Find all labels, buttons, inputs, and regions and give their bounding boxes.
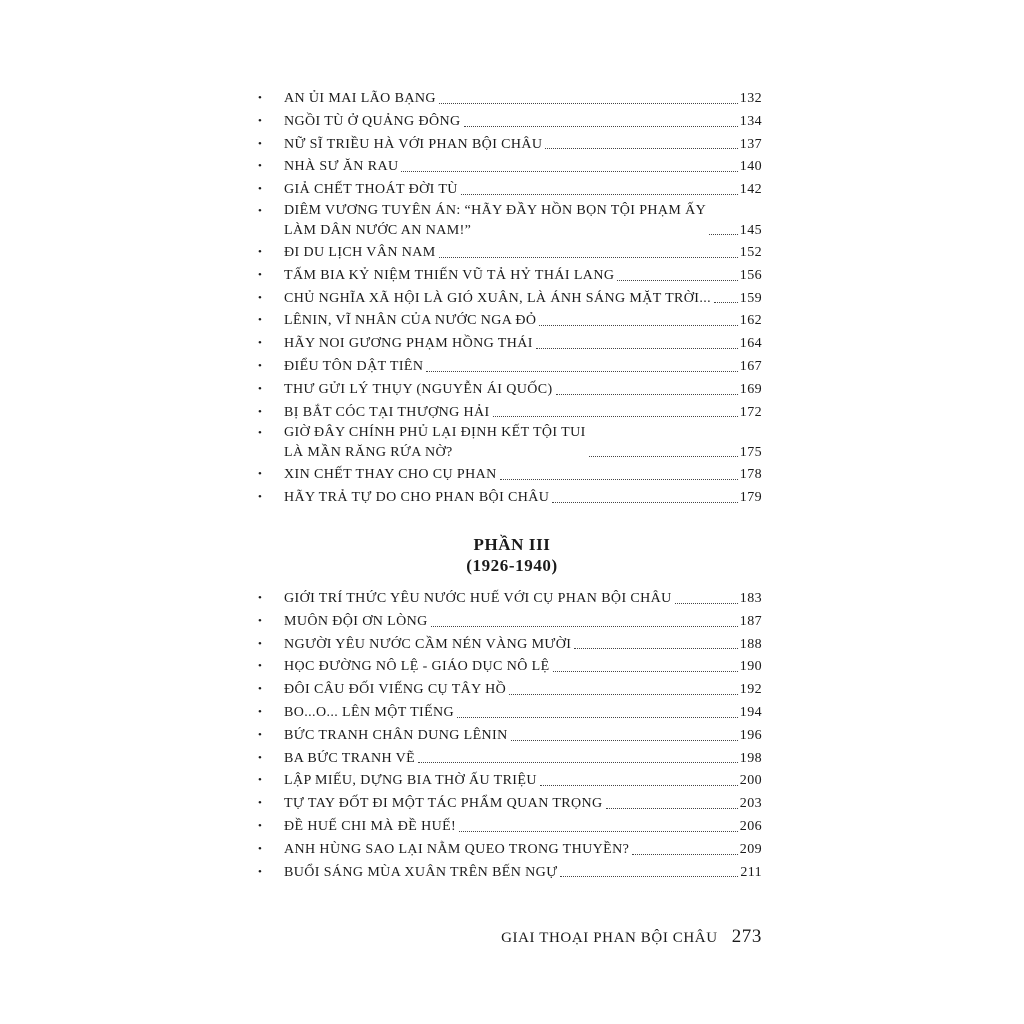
dot-leader: [511, 740, 738, 741]
toc-entry-title: XIN CHẾT THAY CHO CỤ PHAN: [284, 467, 497, 483]
toc-entry: [258, 355, 762, 378]
toc-entry-page: 178: [739, 467, 762, 483]
bullet-icon: •: [258, 114, 263, 127]
bullet-icon: •: [258, 491, 263, 504]
dot-leader: [418, 762, 738, 763]
toc-entry-page: 164: [739, 336, 762, 352]
dot-leader: [431, 626, 738, 627]
toc-entry-title: ĐÔI CÂU ĐỐI VIẾNG CỤ TÂY HỒ: [284, 682, 507, 698]
bullet-icon: •: [258, 819, 263, 832]
toc-entry: [258, 724, 762, 747]
toc-entry: [258, 201, 762, 241]
toc-entry: [258, 610, 762, 633]
toc-entry: [258, 486, 762, 509]
dot-leader: [426, 371, 737, 372]
toc-entry: [258, 401, 762, 424]
bullet-icon: •: [258, 468, 263, 481]
toc-entry-page: 196: [739, 727, 762, 743]
toc-entry-title: CHỦ NGHĨA XÃ HỘI LÀ GIÓ XUÂN, LÀ ÁNH SÁNG MẶT TRỜI...: [284, 290, 712, 306]
toc-entry-page: 162: [739, 313, 762, 329]
toc-entry-page: 156: [739, 267, 762, 283]
dot-leader: [714, 302, 738, 303]
toc-entry-title: GIỚI TRÍ THỨC YÊU NƯỚC HUẾ VỚI CỤ PHAN BỘI CHÂU: [284, 591, 672, 606]
dot-leader: [509, 694, 738, 695]
bullet-icon: •: [258, 614, 263, 627]
toc-entry-page: 206: [739, 818, 762, 834]
toc-entry: [258, 587, 762, 610]
toc-entry-title: BO...O... LÊN MỘT TIẾNG: [284, 704, 455, 720]
dot-leader: [464, 126, 738, 127]
dot-leader: [500, 479, 738, 480]
toc-entry-page: 209: [739, 841, 762, 857]
toc-entry: [258, 110, 762, 133]
toc-entry: [258, 463, 762, 486]
toc-entry-page: 145: [739, 222, 762, 238]
toc-entry-page: 142: [739, 182, 762, 198]
bullet-icon: •: [258, 842, 263, 855]
toc-entry-page: 203: [739, 796, 762, 812]
toc-entry-page: 183: [739, 591, 762, 606]
toc-entry-title: AN ỦI MAI LÃO BẠNG: [284, 91, 436, 106]
part3-years: (1926-1940): [466, 556, 558, 575]
bullet-icon: •: [258, 405, 263, 418]
toc-entry-title: LÊNIN, VĨ NHÂN CỦA NƯỚC NGA ĐỎ: [284, 313, 537, 329]
toc-entry-title: HÃY NOI GƯƠNG PHẠM HỒNG THÁI: [284, 336, 533, 352]
bullet-icon: •: [258, 728, 263, 741]
bullet-icon: •: [258, 183, 263, 196]
dot-leader: [545, 148, 737, 149]
toc-entry: [258, 133, 762, 156]
toc-entry-title: TỰ TAY ĐỐT ĐI MỘT TÁC PHẨM QUAN TRỌNG: [284, 796, 603, 812]
toc-entry-page: 179: [739, 490, 762, 506]
toc-entry-page: 211: [740, 864, 762, 880]
bullet-icon: •: [258, 683, 263, 696]
dot-leader: [617, 280, 737, 281]
bullet-icon: •: [258, 137, 263, 150]
toc-entry-title: NỮ SĨ TRIỀU HÀ VỚI PHAN BỘI CHÂU: [284, 136, 543, 152]
toc-entry-page: 175: [739, 445, 762, 461]
toc-entry-title: ANH HÙNG SAO LẠI NẰM QUEO TRONG THUYỀN?: [284, 841, 630, 857]
toc-entry-title: GIẢ CHẾT THOÁT ĐỜI TÙ: [284, 182, 458, 198]
toc-entry: [258, 769, 762, 792]
toc-entry-title: ĐỀ HUẾ CHI MÀ ĐỀ HUẾ!: [284, 818, 457, 834]
toc-entry-page: 194: [739, 704, 762, 720]
dot-leader: [401, 171, 737, 172]
bullet-icon: •: [258, 705, 263, 718]
toc-entry: [258, 861, 762, 884]
bullet-icon: •: [258, 592, 263, 604]
toc-entry-title: HỌC ĐƯỜNG NÔ LỆ - GIÁO DỤC NÔ LỆ: [284, 659, 550, 675]
bullet-icon: •: [258, 314, 263, 327]
toc-entry: [258, 378, 762, 401]
dot-leader: [457, 717, 738, 718]
dot-leader: [459, 831, 738, 832]
bullet-icon: •: [258, 660, 263, 673]
dot-leader: [606, 808, 738, 809]
toc-entry: [258, 792, 762, 815]
toc-entry: [258, 264, 762, 287]
dot-leader: [540, 785, 738, 786]
toc-entry-page: 132: [739, 91, 762, 106]
toc-entry-page: 137: [739, 136, 762, 152]
dot-leader: [439, 257, 738, 258]
toc-entry-title: DIÊM VƯƠNG TUYÊN ÁN: “HÃY ĐẦY HỒN BỌN TỘI PHẠM ẤY LÀM DÂN NƯỚC AN NAM!”: [284, 202, 707, 238]
toc-entry-title: HÃY TRẢ TỰ DO CHO PHAN BỘI CHÂU: [284, 490, 550, 506]
toc-entry-title: TẤM BIA KỶ NIỆM THIẾN VŨ TẢ HỶ THÁI LANG: [284, 267, 615, 283]
toc-entry-page: 140: [739, 159, 762, 175]
dot-leader: [553, 671, 738, 672]
toc-entry: [258, 309, 762, 332]
toc-entry-title: NHÀ SƯ ĂN RAU: [284, 159, 399, 175]
toc-entry-title: MUÔN ĐỘI ƠN LÒNG: [284, 613, 428, 629]
bullet-icon: •: [258, 291, 263, 304]
toc-entry: [258, 678, 762, 701]
toc-entry-page: 167: [739, 358, 762, 374]
dot-leader: [493, 416, 738, 417]
toc-entry-title: BUỔI SÁNG MÙA XUÂN TRÊN BẾN NGỰ: [284, 864, 558, 880]
dot-leader: [439, 103, 738, 104]
bullet-icon: •: [258, 382, 263, 395]
bullet-icon: •: [258, 337, 263, 350]
toc-entry-title: GIỜ ĐÂY CHÍNH PHỦ LẠI ĐỊNH KẾT TỘI TUI LÀ MẦN RĂNG RỨA NỜ?: [284, 425, 586, 461]
toc-entry: [258, 747, 762, 770]
footer-page-number: 273: [731, 926, 762, 947]
bullet-icon: •: [258, 268, 263, 281]
dot-leader: [574, 648, 738, 649]
toc-entry-page: 172: [739, 404, 762, 420]
footer-book-title: GIAI THOẠI PHAN BỘI CHÂU: [501, 930, 718, 946]
bullet-icon: •: [258, 865, 263, 878]
toc-entry-title: BỨC TRANH CHÂN DUNG LÊNIN: [284, 727, 508, 743]
dot-leader: [536, 348, 738, 349]
toc-entry: [258, 655, 762, 678]
toc-entry-title: LẬP MIẾU, DỰNG BIA THỜ ẤU TRIỆU: [284, 773, 537, 789]
toc-entry-page: 169: [739, 381, 762, 397]
toc-entry-page: 187: [739, 613, 762, 629]
toc-entry-title: ĐIỂU TÔN DẬT TIÊN: [284, 358, 424, 374]
bullet-icon: •: [258, 751, 263, 764]
toc-entry: [258, 815, 762, 838]
toc-entry: [258, 287, 762, 310]
bullet-icon: •: [258, 204, 263, 217]
toc-entry: [258, 87, 762, 110]
bullet-icon: •: [258, 774, 263, 787]
toc-entry-title: NGỒI TÙ Ở QUẢNG ĐÔNG: [284, 113, 461, 129]
toc-entry: [258, 155, 762, 178]
dot-leader: [560, 876, 738, 877]
toc-entry: [258, 633, 762, 656]
toc-entry: [258, 838, 762, 861]
toc-entry-page: 190: [739, 659, 762, 675]
toc-entry-page: 152: [739, 244, 762, 260]
bullet-icon: •: [258, 637, 263, 650]
bullet-icon: •: [258, 92, 263, 104]
dot-leader: [709, 234, 738, 235]
part2-entry-list: [258, 87, 762, 509]
toc-entry-page: 134: [739, 113, 762, 129]
dot-leader: [632, 854, 738, 855]
bullet-icon: •: [258, 797, 263, 810]
toc-entry-title: ĐI DU LỊCH VÂN NAM: [284, 244, 436, 260]
toc-entry-page: 159: [739, 290, 762, 306]
toc-entry: [258, 178, 762, 201]
bullet-icon: •: [258, 427, 263, 440]
toc-entry: [258, 701, 762, 724]
dot-leader: [556, 394, 738, 395]
toc-entry-page: 198: [739, 750, 762, 766]
toc-entry: [258, 241, 762, 264]
page-footer: [501, 926, 762, 948]
dot-leader: [589, 456, 738, 457]
toc-entry-page: 200: [739, 773, 762, 789]
toc-entry-title: BA BỨC TRANH VẼ: [284, 750, 416, 766]
toc-entry: [258, 423, 762, 463]
toc-entry: [258, 332, 762, 355]
toc-entry-title: NGƯỜI YÊU NƯỚC CẦM NÉN VÀNG MƯỜI: [284, 636, 572, 652]
dot-leader: [552, 502, 738, 503]
toc-entry-page: 188: [739, 636, 762, 652]
toc-entry-title: BỊ BẮT CÓC TẠI THƯỢNG HẢI: [284, 404, 490, 420]
dot-leader: [461, 194, 738, 195]
toc-entry-title: THƯ GỬI LÝ THỤY (NGUYỄN ÁI QUỐC): [284, 381, 553, 397]
part3-heading: PHẦN III: [473, 535, 551, 554]
bullet-icon: •: [258, 359, 263, 372]
bullet-icon: •: [258, 160, 263, 173]
dot-leader: [539, 325, 737, 326]
toc-entry-page: 192: [739, 682, 762, 698]
dot-leader: [675, 603, 738, 604]
part3-entry-list: [258, 587, 762, 883]
bullet-icon: •: [258, 245, 263, 258]
